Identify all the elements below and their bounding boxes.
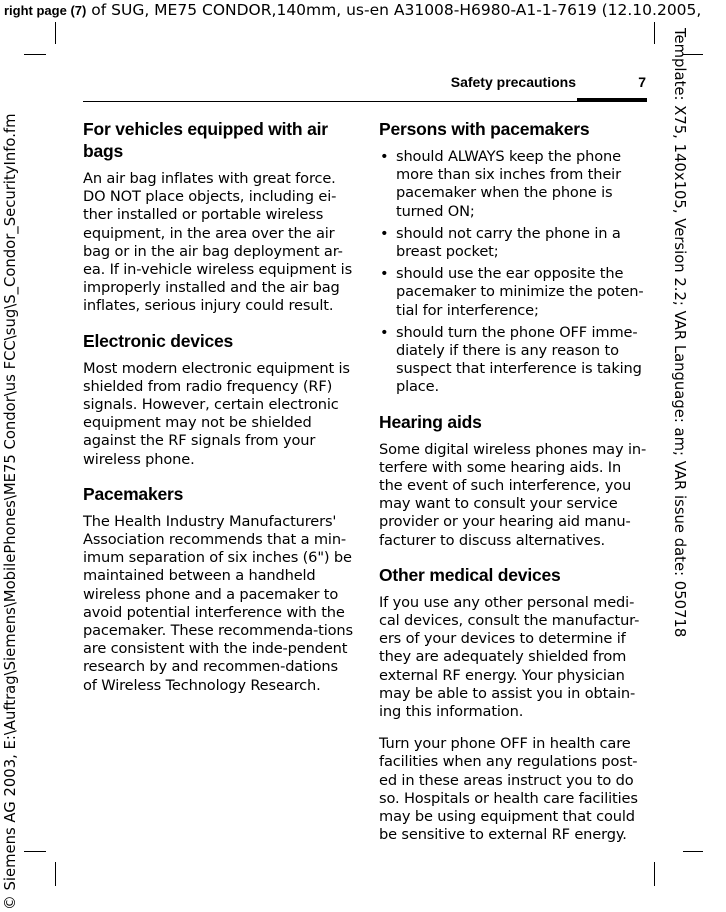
- list-item: • should use the ear opposite the pacemaker to minimize the poten-tial for interference;: [379, 265, 649, 320]
- crop-mark: [654, 862, 655, 886]
- right-column: [379, 118, 649, 859]
- page-number: 7: [638, 74, 646, 90]
- left-column: [83, 118, 353, 709]
- page-label: right page (7): [4, 3, 87, 18]
- copyright-path: © Siemens AG 2003, E:\Auftrag\Siemens\MobilePhones\ME75 Condor\us FCC\sug\S_Condor_SecurityInfo.fm: [2, 113, 19, 910]
- section-heading: Hearing aids: [379, 411, 482, 432]
- list-item: • should turn the phone OFF imme-diately if there is any reason to suspect that interference is taking place.: [379, 324, 649, 397]
- crop-mark: [654, 22, 655, 44]
- header-page-bar: [577, 98, 647, 101]
- header-rule: [83, 101, 647, 102]
- bullet-list: [379, 148, 649, 397]
- section-heading: For vehicles equipped with air bags: [83, 119, 328, 161]
- paragraph: Most modern electronic equipment is shielded from radio frequency (RF) signals. However, certain electronic equipment may not be shielded against the RF signals from your wireless phone.: [83, 359, 350, 468]
- crop-mark: [24, 54, 46, 55]
- crop-mark: [55, 22, 56, 44]
- crop-mark: [24, 851, 46, 852]
- print-info-line: [4, 0, 726, 21]
- list-item: • should not carry the phone in a breast pocket;: [379, 225, 649, 261]
- paragraph: The Health Industry Manufacturers' Association recommends that a min-imum separation of six inches (6") be maintained between a handheld wireless phone and a pacemaker to avoid potential interference with the pacemaker. These recommenda-tions are consistent with the inde-pendent research by and recommen-dations of Wireless Technology Research.: [83, 512, 353, 694]
- header-title: Safety precautions: [450, 74, 576, 90]
- paragraph: If you use any other personal medi-cal devices, consult the manufactur-ers of your devices to determine if they are adequately shielded from external RF energy. Your physician may be able to assist you in obtain-ing this information.: [379, 593, 640, 721]
- template-info: Template: X75, 140x105, Version 2.2; VAR Language: am; VAR issue date: 050718: [671, 28, 688, 638]
- paragraph: Some digital wireless phones may in-terfere with some hearing aids. In the event of such interference, you may want to consult your service provider or your hearing aid manu-facturer to discuss alternatives.: [379, 440, 647, 549]
- list-item: • should ALWAYS keep the phone more than six inches from their pacemaker when the phone is turned ON;: [379, 148, 649, 221]
- section-heading: Electronic devices: [83, 330, 234, 351]
- crop-mark: [55, 862, 56, 886]
- section-heading: Other medical devices: [379, 564, 561, 585]
- paragraph: An air bag inflates with great force. DO NOT place objects, including ei-ther installed or portable wireless equipment, in the area over the air bag or in the air bag deployment ar-ea. If in-vehicle wireless equipment is improperly installed and the air bag inflates, serious injury could result.: [83, 170, 353, 315]
- print-info: of SUG, ME75 CONDOR,140mm, us-en A31008-H6980-A1-1-7619 (12.10.2005,: [86, 1, 702, 19]
- section-heading: Pacemakers: [83, 483, 184, 504]
- paragraph: Turn your phone OFF in health care facilities when any regulations post-ed in these areas instruct you to do so. Hospitals or health care facilities may be using equipment that could be sensitive to external RF energy.: [379, 735, 638, 844]
- section-heading: Persons with pacemakers: [379, 119, 590, 139]
